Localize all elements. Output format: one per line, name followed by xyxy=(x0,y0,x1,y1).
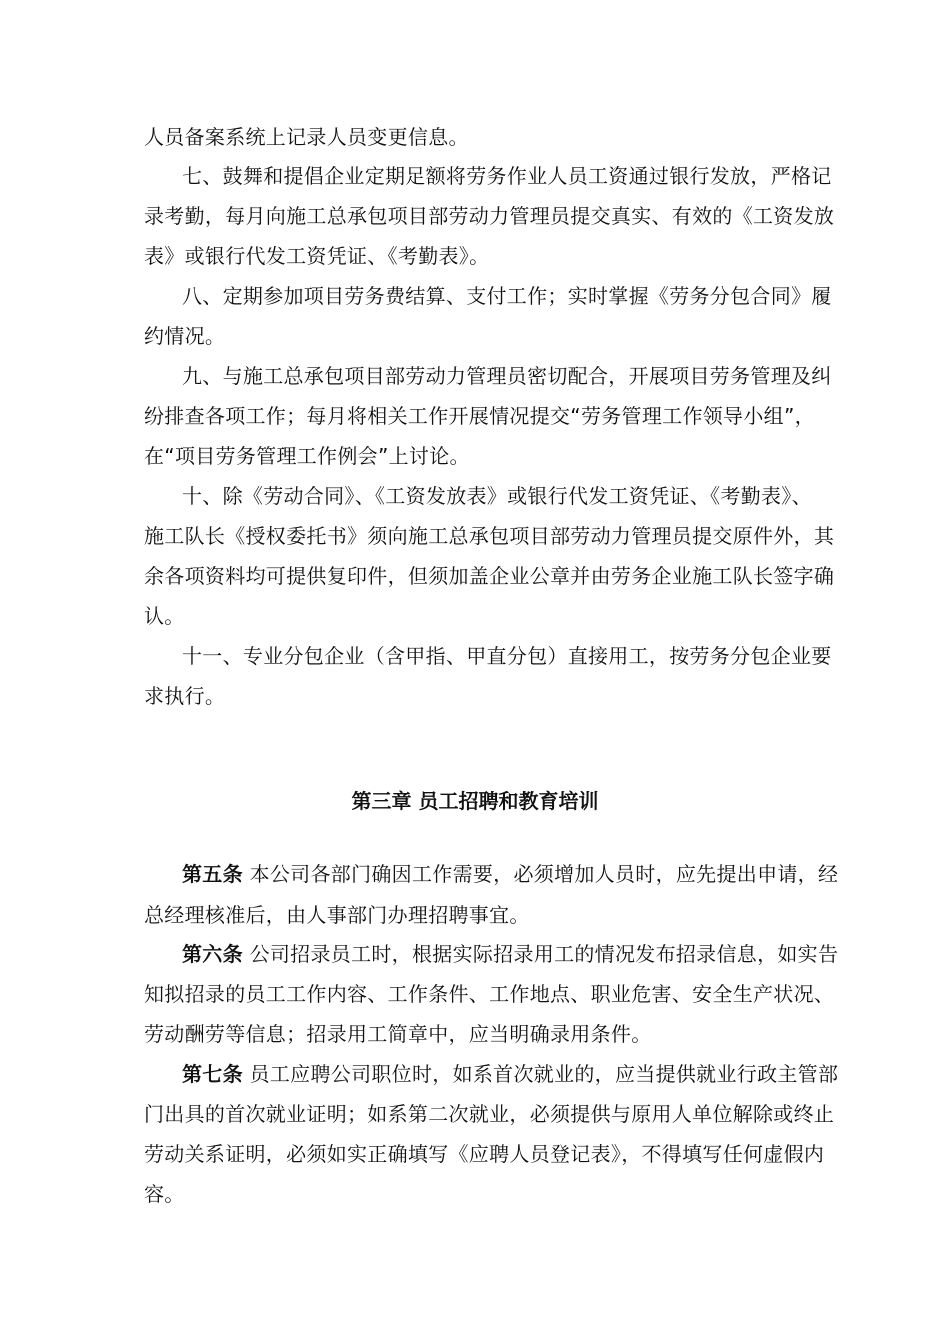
paragraph-line: 录考勤，每月向施工总承包项目部劳动力管理员提交真实、有效的《工资发放 xyxy=(144,204,835,228)
paragraph-line: 约情况。 xyxy=(144,324,226,348)
paragraph-line: 十一、专业分包企业（含甲指、甲直分包）直接用工，按劳务分包企业要 xyxy=(182,644,832,668)
chapter-title: 第三章 员工招聘和教育培训 xyxy=(351,789,599,813)
paragraph-line: 九、与施工总承包项目部劳动力管理员密切配合，开展项目劳务管理及纠 xyxy=(182,364,832,388)
paragraph-line: 十、除《劳动合同》、《工资发放表》或银行代发工资凭证、《考勤表》、 xyxy=(182,484,812,508)
paragraph-line: 余各项资料均可提供复印件，但须加盖企业公章并由劳务企业施工队长签字确 xyxy=(144,564,835,588)
article-first-line xyxy=(182,861,838,887)
article-label: 第六条 xyxy=(182,942,243,966)
article-text: 员工应聘公司职位时，如系首次就业的，应当提供就业行政主管部 xyxy=(249,1062,839,1086)
paragraph-line: 八、定期参加项目劳务费结算、支付工作；实时掌握《劳务分包合同》履 xyxy=(182,284,832,308)
paragraph-line: 人员备案系统上记录人员变更信息。 xyxy=(144,125,469,149)
article-label: 第五条 xyxy=(182,862,243,886)
article-text: 公司招录员工时，根据实际招录用工的情况发布招录信息，如实告 xyxy=(249,942,839,966)
paragraph-line: 容。 xyxy=(144,1182,185,1206)
paragraph-line: 求执行。 xyxy=(144,684,226,708)
paragraph-line: 门出具的首次就业证明；如系第二次就业，必须提供与原用人单位解除或终止 xyxy=(144,1102,835,1126)
article-first-line xyxy=(182,941,838,967)
paragraph-line: 施工队长《授权委托书》须向施工总承包项目部劳动力管理员提交原件外，其 xyxy=(144,524,835,548)
paragraph-line: 纷排查各项工作；每月将相关工作开展情况提交“劳务管理工作领导小组”， xyxy=(144,404,815,428)
paragraph-line: 七、鼓舞和提倡企业定期足额将劳务作业人员工资通过银行发放，严格记 xyxy=(182,164,832,188)
article-first-line xyxy=(182,1061,838,1087)
paragraph-line: 认。 xyxy=(144,604,185,628)
article-label: 第七条 xyxy=(182,1062,243,1086)
paragraph-line: 劳动关系证明，必须如实正确填写《应聘人员登记表》，不得填写任何虚假内 xyxy=(144,1142,825,1166)
paragraph-line: 在“项目劳务管理工作例会”上讨论。 xyxy=(144,444,470,468)
paragraph-line: 表》或银行代发工资凭证、《考勤表》。 xyxy=(144,244,490,268)
article-text: 本公司各部门确因工作需要，必须增加人员时，应先提出申请，经 xyxy=(249,862,839,886)
paragraph-line: 知拟招录的员工工作内容、工作条件、工作地点、职业危害、安全生产状况、 xyxy=(144,982,835,1006)
paragraph-line: 总经理核准后，由人事部门办理招聘事宜。 xyxy=(144,903,530,927)
paragraph-line: 劳动酬劳等信息；招录用工简章中，应当明确录用条件。 xyxy=(144,1022,652,1046)
